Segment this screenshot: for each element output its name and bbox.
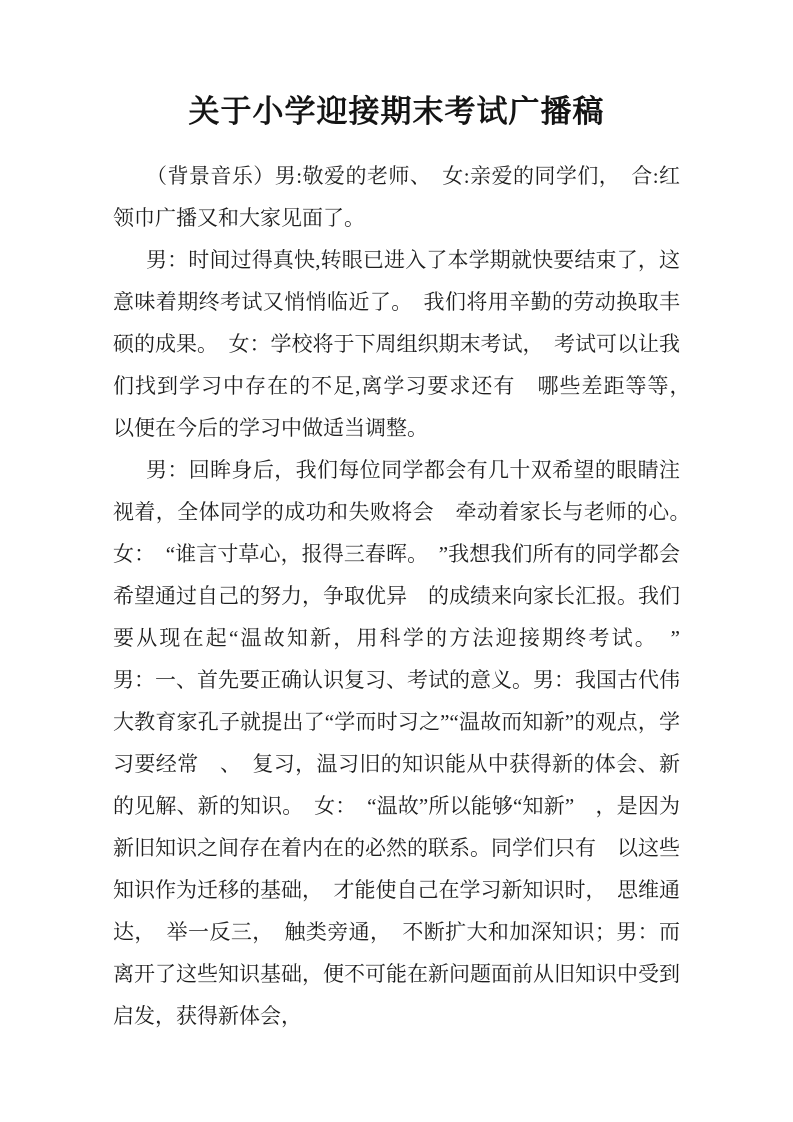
paragraph-exam-announcement: 男：时间过得真快,转眼已进入了本学期就快要结束了，这意味着期终考试又悄悄临近了。 我们将用辛勤的劳动换取丰硕的成果。 女：学校将于下周组织期末考试， 考试可以让我们找到学习中存在的不足,离学习要求还有 哪些差距等等， 以便在今后的学习中做适当调整。 <box>113 248 701 440</box>
document-body <box>113 155 701 1037</box>
paragraph-review-significance: 男：回眸身后，我们每位同学都会有几十双希望的眼睛注视着，全体同学的成功和失败将会 牵动着家长与老师的心。 女： “谁言寸草心，报得三春晖。 ”我想我们所有的同学都会希望通过自己的努力，争取优异 的成绩来向家长汇报。我们要从现在起“温故知新，用科学的方法迎接期终考试。 ” 男：一、首先要正确认识复习、考试的意义。男：我国古代伟大教育家孔子就提出了“学而时习之”“温故而知新”的观点，学习要经常 、 复习，温习旧的知识能从中获得新的体会、新的见解、新的知识。 女： “温故”所以能够“知新” ，是因为新旧知识之间存在着内在的必然的联系。同学们只有 以这些知识作为迁移的基础， 才能使自己在学习新知识时， 思维通达， 举一反三， 触类旁通， 不断扩大和加深知识；男：而离开了这些知识基础，便不可能在新问题面前从旧知识中受到启发，获得新体会， <box>113 458 701 1028</box>
document-title: 关于小学迎接期末考试广播稿 <box>188 94 605 129</box>
paragraph-intro: （背景音乐）男:敬爱的老师、 女:亲爱的同学们， 合:红领巾广播又和大家见面了。 <box>113 164 680 230</box>
